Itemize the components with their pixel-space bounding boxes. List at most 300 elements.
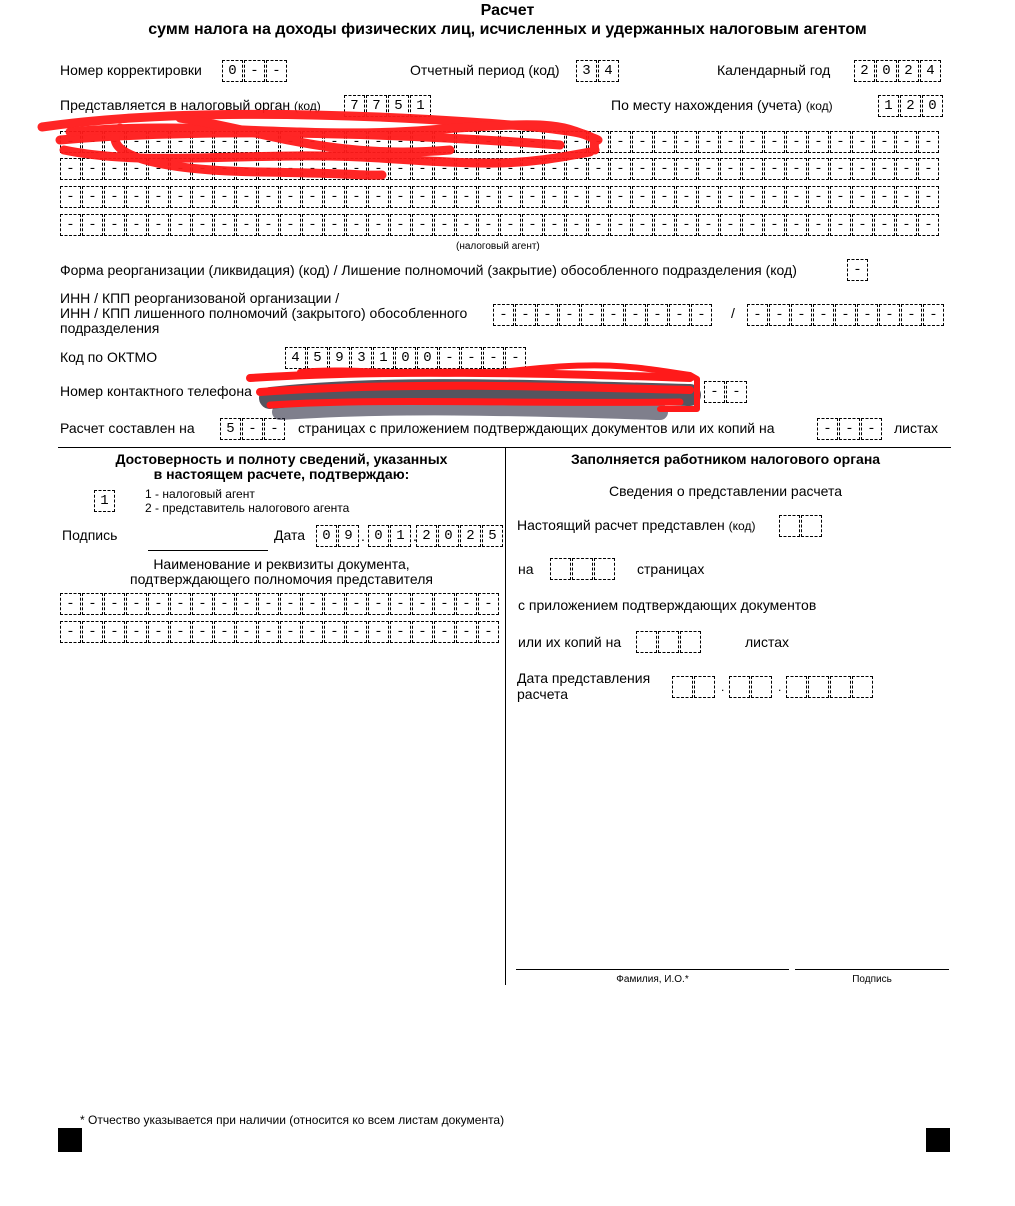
- form-cell[interactable]: 9: [338, 525, 359, 547]
- agent-name-cell[interactable]: -: [390, 214, 411, 236]
- agent-name-cell[interactable]: -: [434, 158, 455, 180]
- agent-name-cell[interactable]: -: [390, 186, 411, 208]
- agent-name-cell[interactable]: -: [918, 158, 939, 180]
- agent-name-cell[interactable]: -: [632, 131, 653, 153]
- agent-name-cell[interactable]: -: [82, 131, 103, 153]
- form-cell[interactable]: 2: [854, 60, 875, 82]
- agent-name-cell[interactable]: -: [610, 131, 631, 153]
- rp-date-day-field[interactable]: [672, 676, 715, 698]
- agent-name-cell[interactable]: -: [126, 214, 147, 236]
- phone-field[interactable]: [704, 381, 747, 403]
- agent-name-cell[interactable]: -: [830, 214, 851, 236]
- agent-name-cell[interactable]: -: [874, 131, 895, 153]
- form-cell[interactable]: -: [244, 60, 265, 82]
- form-cell[interactable]: 2: [900, 95, 921, 117]
- doc-details-cell[interactable]: -: [170, 593, 191, 615]
- agent-name-cell[interactable]: -: [104, 186, 125, 208]
- form-cell[interactable]: 3: [576, 60, 597, 82]
- agent-name-cell[interactable]: -: [214, 214, 235, 236]
- form-cell[interactable]: 0: [316, 525, 337, 547]
- agent-name-cell[interactable]: -: [764, 214, 785, 236]
- agent-name-cell[interactable]: -: [654, 186, 675, 208]
- form-cell[interactable]: 5: [220, 418, 241, 440]
- doc-details-cell[interactable]: -: [104, 593, 125, 615]
- inn-cell[interactable]: -: [647, 304, 668, 326]
- form-cell[interactable]: [550, 558, 571, 580]
- form-cell[interactable]: 0: [876, 60, 897, 82]
- agent-name-cell[interactable]: -: [610, 214, 631, 236]
- agent-name-cell[interactable]: -: [500, 158, 521, 180]
- doc-details-row-1[interactable]: [60, 593, 499, 615]
- agent-name-cell[interactable]: -: [896, 214, 917, 236]
- doc-details-cell[interactable]: -: [82, 621, 103, 643]
- agent-name-cell[interactable]: -: [280, 214, 301, 236]
- agent-name-cell[interactable]: -: [544, 131, 565, 153]
- agent-name-cell[interactable]: -: [566, 158, 587, 180]
- agent-name-cell[interactable]: -: [258, 214, 279, 236]
- agent-name-cell[interactable]: -: [236, 131, 257, 153]
- form-cell[interactable]: [729, 676, 750, 698]
- doc-details-cell[interactable]: -: [434, 621, 455, 643]
- agent-name-cell[interactable]: -: [698, 214, 719, 236]
- agent-name-cell[interactable]: -: [324, 186, 345, 208]
- agent-name-cell[interactable]: -: [148, 158, 169, 180]
- agent-name-cell[interactable]: -: [302, 214, 323, 236]
- agent-name-cell[interactable]: -: [324, 158, 345, 180]
- agent-name-cell[interactable]: -: [390, 131, 411, 153]
- agent-name-row-1[interactable]: [60, 131, 939, 153]
- form-cell[interactable]: [572, 558, 593, 580]
- doc-details-cell[interactable]: -: [192, 621, 213, 643]
- agent-name-cell[interactable]: -: [830, 158, 851, 180]
- agent-name-cell[interactable]: -: [258, 131, 279, 153]
- oktmo-cell[interactable]: -: [505, 347, 526, 369]
- form-cell[interactable]: [594, 558, 615, 580]
- agent-name-cell[interactable]: -: [302, 131, 323, 153]
- agent-name-row-3[interactable]: [60, 186, 939, 208]
- reorg-code-field[interactable]: [847, 259, 868, 281]
- doc-details-cell[interactable]: -: [148, 621, 169, 643]
- doc-details-cell[interactable]: -: [368, 621, 389, 643]
- doc-details-cell[interactable]: -: [280, 593, 301, 615]
- agent-name-cell[interactable]: -: [720, 186, 741, 208]
- form-cell[interactable]: 1: [94, 490, 115, 512]
- agent-name-cell[interactable]: -: [60, 214, 81, 236]
- doc-details-cell[interactable]: -: [60, 621, 81, 643]
- doc-details-cell[interactable]: -: [412, 621, 433, 643]
- inn-cell[interactable]: -: [603, 304, 624, 326]
- location-code-field[interactable]: [878, 95, 943, 117]
- form-cell[interactable]: [680, 631, 701, 653]
- doc-details-cell[interactable]: -: [126, 593, 147, 615]
- doc-details-cell[interactable]: -: [456, 593, 477, 615]
- presented-code-field[interactable]: [779, 515, 822, 537]
- agent-name-cell[interactable]: -: [566, 131, 587, 153]
- doc-details-cell[interactable]: -: [126, 621, 147, 643]
- form-cell[interactable]: [808, 676, 829, 698]
- agent-name-cell[interactable]: -: [918, 186, 939, 208]
- agent-name-cell[interactable]: -: [918, 214, 939, 236]
- doc-details-row-2[interactable]: [60, 621, 499, 643]
- agent-name-cell[interactable]: -: [126, 158, 147, 180]
- agent-name-cell[interactable]: -: [280, 186, 301, 208]
- agent-name-cell[interactable]: -: [808, 214, 829, 236]
- agent-name-cell[interactable]: -: [148, 186, 169, 208]
- agent-name-cell[interactable]: -: [412, 214, 433, 236]
- kpp-cell[interactable]: -: [857, 304, 878, 326]
- form-cell[interactable]: 2: [460, 525, 481, 547]
- doc-details-cell[interactable]: -: [390, 593, 411, 615]
- signature-line[interactable]: [148, 550, 268, 551]
- agent-name-cell[interactable]: -: [654, 131, 675, 153]
- kpp-field[interactable]: [747, 304, 944, 326]
- agent-name-cell[interactable]: -: [522, 186, 543, 208]
- doc-details-cell[interactable]: -: [478, 621, 499, 643]
- agent-name-cell[interactable]: -: [478, 131, 499, 153]
- agent-name-cell[interactable]: -: [610, 186, 631, 208]
- phone-cell[interactable]: -: [726, 381, 747, 403]
- form-cell[interactable]: 2: [416, 525, 437, 547]
- agent-name-cell[interactable]: -: [236, 158, 257, 180]
- agent-name-cell[interactable]: -: [390, 158, 411, 180]
- agent-name-cell[interactable]: -: [852, 131, 873, 153]
- agent-name-cell[interactable]: -: [82, 214, 103, 236]
- agent-name-cell[interactable]: -: [302, 186, 323, 208]
- agent-name-cell[interactable]: -: [874, 186, 895, 208]
- agent-name-cell[interactable]: -: [324, 131, 345, 153]
- doc-details-cell[interactable]: -: [148, 593, 169, 615]
- form-cell[interactable]: [694, 676, 715, 698]
- officer-sign-line[interactable]: [795, 969, 949, 970]
- agent-name-cell[interactable]: -: [522, 131, 543, 153]
- fio-line[interactable]: [516, 969, 789, 970]
- oktmo-cell[interactable]: 5: [307, 347, 328, 369]
- form-cell[interactable]: 4: [920, 60, 941, 82]
- agent-name-cell[interactable]: -: [852, 214, 873, 236]
- doc-details-cell[interactable]: -: [368, 593, 389, 615]
- doc-details-cell[interactable]: -: [390, 621, 411, 643]
- agent-name-cell[interactable]: -: [720, 131, 741, 153]
- agent-name-cell[interactable]: -: [522, 214, 543, 236]
- agent-name-cell[interactable]: -: [126, 131, 147, 153]
- form-cell[interactable]: [672, 676, 693, 698]
- kpp-cell[interactable]: -: [901, 304, 922, 326]
- oktmo-field[interactable]: [285, 347, 526, 369]
- agent-name-cell[interactable]: -: [434, 214, 455, 236]
- agent-name-cell[interactable]: -: [522, 158, 543, 180]
- form-cell[interactable]: 5: [388, 95, 409, 117]
- form-cell[interactable]: -: [817, 418, 838, 440]
- agent-name-cell[interactable]: -: [852, 158, 873, 180]
- form-cell[interactable]: [658, 631, 679, 653]
- doc-details-cell[interactable]: -: [192, 593, 213, 615]
- agent-name-cell[interactable]: -: [500, 214, 521, 236]
- agent-name-cell[interactable]: -: [214, 186, 235, 208]
- agent-name-cell[interactable]: -: [258, 158, 279, 180]
- form-cell[interactable]: 2: [898, 60, 919, 82]
- correction-number-field[interactable]: [222, 60, 287, 82]
- copies-count-field[interactable]: [817, 418, 882, 440]
- rp-pages-field[interactable]: [550, 558, 615, 580]
- form-cell[interactable]: -: [266, 60, 287, 82]
- agent-name-cell[interactable]: -: [104, 131, 125, 153]
- agent-name-cell[interactable]: -: [544, 186, 565, 208]
- rp-date-month-field[interactable]: [729, 676, 772, 698]
- kpp-cell[interactable]: -: [813, 304, 834, 326]
- agent-name-cell[interactable]: -: [742, 214, 763, 236]
- agent-name-cell[interactable]: -: [698, 186, 719, 208]
- doc-details-cell[interactable]: -: [478, 593, 499, 615]
- agent-name-cell[interactable]: -: [412, 131, 433, 153]
- agent-name-cell[interactable]: -: [368, 186, 389, 208]
- agent-name-cell[interactable]: -: [874, 214, 895, 236]
- doc-details-cell[interactable]: -: [346, 621, 367, 643]
- doc-details-cell[interactable]: -: [104, 621, 125, 643]
- agent-name-cell[interactable]: -: [676, 186, 697, 208]
- agent-name-cell[interactable]: -: [170, 158, 191, 180]
- doc-details-cell[interactable]: -: [346, 593, 367, 615]
- agent-name-cell[interactable]: -: [60, 131, 81, 153]
- agent-name-cell[interactable]: -: [346, 214, 367, 236]
- agent-name-cell[interactable]: -: [456, 131, 477, 153]
- form-cell[interactable]: -: [839, 418, 860, 440]
- form-cell[interactable]: 0: [222, 60, 243, 82]
- form-cell[interactable]: -: [847, 259, 868, 281]
- agent-name-cell[interactable]: -: [654, 158, 675, 180]
- form-cell[interactable]: 1: [410, 95, 431, 117]
- inn-cell[interactable]: -: [515, 304, 536, 326]
- form-cell[interactable]: 1: [390, 525, 411, 547]
- form-cell[interactable]: -: [242, 418, 263, 440]
- doc-details-cell[interactable]: -: [214, 593, 235, 615]
- kpp-cell[interactable]: -: [747, 304, 768, 326]
- doc-details-cell[interactable]: -: [302, 621, 323, 643]
- kpp-cell[interactable]: -: [791, 304, 812, 326]
- agent-name-cell[interactable]: -: [676, 131, 697, 153]
- form-cell[interactable]: [786, 676, 807, 698]
- agent-name-cell[interactable]: -: [434, 131, 455, 153]
- agent-name-cell[interactable]: -: [500, 131, 521, 153]
- agent-name-cell[interactable]: -: [456, 214, 477, 236]
- agent-name-cell[interactable]: -: [192, 186, 213, 208]
- agent-name-cell[interactable]: -: [280, 158, 301, 180]
- doc-details-cell[interactable]: -: [324, 593, 345, 615]
- agent-name-cell[interactable]: -: [346, 158, 367, 180]
- doc-details-cell[interactable]: -: [324, 621, 345, 643]
- inn-cell[interactable]: -: [537, 304, 558, 326]
- agent-name-cell[interactable]: -: [720, 158, 741, 180]
- doc-details-cell[interactable]: -: [456, 621, 477, 643]
- agent-name-row-2[interactable]: [60, 158, 939, 180]
- agent-name-cell[interactable]: -: [104, 158, 125, 180]
- agent-name-cell[interactable]: -: [698, 158, 719, 180]
- form-cell[interactable]: 7: [366, 95, 387, 117]
- oktmo-cell[interactable]: 0: [395, 347, 416, 369]
- agent-name-cell[interactable]: -: [324, 214, 345, 236]
- agent-name-cell[interactable]: -: [566, 214, 587, 236]
- kpp-cell[interactable]: -: [835, 304, 856, 326]
- oktmo-cell[interactable]: -: [461, 347, 482, 369]
- inn-field[interactable]: [493, 304, 712, 326]
- doc-details-cell[interactable]: -: [236, 593, 257, 615]
- doc-details-cell[interactable]: -: [302, 593, 323, 615]
- form-cell[interactable]: [636, 631, 657, 653]
- form-cell[interactable]: 7: [344, 95, 365, 117]
- agent-name-cell[interactable]: -: [566, 186, 587, 208]
- agent-name-cell[interactable]: -: [258, 186, 279, 208]
- form-cell[interactable]: 0: [438, 525, 459, 547]
- inn-cell[interactable]: -: [581, 304, 602, 326]
- doc-details-cell[interactable]: -: [258, 621, 279, 643]
- agent-name-cell[interactable]: -: [632, 158, 653, 180]
- agent-name-cell[interactable]: -: [368, 131, 389, 153]
- agent-name-cell[interactable]: -: [236, 214, 257, 236]
- form-cell[interactable]: 0: [922, 95, 943, 117]
- agent-name-cell[interactable]: -: [170, 214, 191, 236]
- agent-name-cell[interactable]: -: [896, 131, 917, 153]
- agent-name-cell[interactable]: -: [368, 158, 389, 180]
- agent-name-cell[interactable]: -: [742, 131, 763, 153]
- agent-name-cell[interactable]: -: [236, 186, 257, 208]
- form-cell[interactable]: 0: [368, 525, 389, 547]
- doc-details-cell[interactable]: -: [214, 621, 235, 643]
- oktmo-cell[interactable]: 4: [285, 347, 306, 369]
- agent-name-cell[interactable]: -: [808, 186, 829, 208]
- agent-name-cell[interactable]: -: [588, 214, 609, 236]
- oktmo-cell[interactable]: 3: [351, 347, 372, 369]
- agent-name-cell[interactable]: -: [654, 214, 675, 236]
- agent-name-cell[interactable]: -: [698, 131, 719, 153]
- agent-name-cell[interactable]: -: [588, 131, 609, 153]
- agent-name-cell[interactable]: -: [808, 131, 829, 153]
- kpp-cell[interactable]: -: [769, 304, 790, 326]
- agent-name-cell[interactable]: -: [82, 186, 103, 208]
- agent-name-cell[interactable]: -: [632, 186, 653, 208]
- form-cell[interactable]: [801, 515, 822, 537]
- agent-name-cell[interactable]: -: [676, 214, 697, 236]
- agent-name-cell[interactable]: -: [214, 131, 235, 153]
- inn-cell[interactable]: -: [493, 304, 514, 326]
- agent-name-cell[interactable]: -: [544, 158, 565, 180]
- kpp-cell[interactable]: -: [879, 304, 900, 326]
- phone-cell[interactable]: -: [704, 381, 725, 403]
- date-day-field[interactable]: [316, 525, 359, 547]
- agent-name-cell[interactable]: -: [148, 131, 169, 153]
- agent-name-cell[interactable]: -: [346, 186, 367, 208]
- agent-name-cell[interactable]: -: [786, 158, 807, 180]
- agent-name-cell[interactable]: -: [280, 131, 301, 153]
- agent-name-cell[interactable]: -: [192, 131, 213, 153]
- agent-name-cell[interactable]: -: [896, 186, 917, 208]
- form-cell[interactable]: [852, 676, 873, 698]
- doc-details-cell[interactable]: -: [258, 593, 279, 615]
- agent-name-cell[interactable]: -: [412, 158, 433, 180]
- agent-name-cell[interactable]: -: [170, 186, 191, 208]
- agent-name-cell[interactable]: -: [742, 186, 763, 208]
- agent-name-cell[interactable]: -: [148, 214, 169, 236]
- agent-name-cell[interactable]: -: [786, 186, 807, 208]
- agent-name-cell[interactable]: -: [632, 214, 653, 236]
- agent-name-cell[interactable]: -: [456, 186, 477, 208]
- form-cell[interactable]: 1: [878, 95, 899, 117]
- agent-name-cell[interactable]: -: [764, 186, 785, 208]
- agent-name-cell[interactable]: -: [500, 186, 521, 208]
- kpp-cell[interactable]: -: [923, 304, 944, 326]
- agent-name-cell[interactable]: -: [874, 158, 895, 180]
- rp-date-year-field[interactable]: [786, 676, 873, 698]
- agent-name-cell[interactable]: -: [852, 186, 873, 208]
- agent-name-cell[interactable]: -: [192, 214, 213, 236]
- date-year-field[interactable]: [416, 525, 503, 547]
- pages-count-field[interactable]: [220, 418, 285, 440]
- agent-name-cell[interactable]: -: [830, 186, 851, 208]
- agent-name-cell[interactable]: -: [170, 131, 191, 153]
- agent-name-cell[interactable]: -: [104, 214, 125, 236]
- agent-name-cell[interactable]: -: [192, 158, 213, 180]
- agent-name-cell[interactable]: -: [830, 131, 851, 153]
- form-cell[interactable]: [830, 676, 851, 698]
- form-cell[interactable]: [751, 676, 772, 698]
- agent-name-cell[interactable]: -: [720, 214, 741, 236]
- agent-name-cell[interactable]: -: [786, 131, 807, 153]
- form-cell[interactable]: -: [861, 418, 882, 440]
- oktmo-cell[interactable]: 1: [373, 347, 394, 369]
- form-cell[interactable]: 5: [482, 525, 503, 547]
- oktmo-cell[interactable]: -: [439, 347, 460, 369]
- agent-name-cell[interactable]: -: [588, 186, 609, 208]
- doc-details-cell[interactable]: -: [236, 621, 257, 643]
- form-cell[interactable]: 4: [598, 60, 619, 82]
- agent-name-cell[interactable]: -: [610, 158, 631, 180]
- agent-name-cell[interactable]: -: [478, 158, 499, 180]
- agent-name-cell[interactable]: -: [764, 158, 785, 180]
- agent-name-cell[interactable]: -: [544, 214, 565, 236]
- agent-name-cell[interactable]: -: [60, 158, 81, 180]
- rp-copies-field[interactable]: [636, 631, 701, 653]
- agent-name-cell[interactable]: -: [676, 158, 697, 180]
- doc-details-cell[interactable]: -: [82, 593, 103, 615]
- period-code-field[interactable]: [576, 60, 619, 82]
- agent-name-cell[interactable]: -: [764, 131, 785, 153]
- agent-name-cell[interactable]: -: [214, 158, 235, 180]
- agent-name-cell[interactable]: -: [786, 214, 807, 236]
- agent-name-row-4[interactable]: [60, 214, 939, 236]
- agent-name-cell[interactable]: -: [478, 186, 499, 208]
- form-cell[interactable]: -: [264, 418, 285, 440]
- form-cell[interactable]: [779, 515, 800, 537]
- agent-name-cell[interactable]: -: [126, 186, 147, 208]
- agent-name-cell[interactable]: -: [368, 214, 389, 236]
- tax-org-code-field[interactable]: [344, 95, 431, 117]
- oktmo-cell[interactable]: 0: [417, 347, 438, 369]
- year-field[interactable]: [854, 60, 941, 82]
- oktmo-cell[interactable]: 9: [329, 347, 350, 369]
- agent-name-cell[interactable]: -: [478, 214, 499, 236]
- agent-name-cell[interactable]: -: [60, 186, 81, 208]
- doc-details-cell[interactable]: -: [412, 593, 433, 615]
- doc-details-cell[interactable]: -: [434, 593, 455, 615]
- agent-name-cell[interactable]: -: [588, 158, 609, 180]
- agent-name-cell[interactable]: -: [302, 158, 323, 180]
- agent-name-cell[interactable]: -: [346, 131, 367, 153]
- agent-name-cell[interactable]: -: [82, 158, 103, 180]
- inn-cell[interactable]: -: [669, 304, 690, 326]
- inn-cell[interactable]: -: [691, 304, 712, 326]
- inn-cell[interactable]: -: [625, 304, 646, 326]
- agent-name-cell[interactable]: -: [412, 186, 433, 208]
- signer-type-field[interactable]: [94, 490, 115, 512]
- date-month-field[interactable]: [368, 525, 411, 547]
